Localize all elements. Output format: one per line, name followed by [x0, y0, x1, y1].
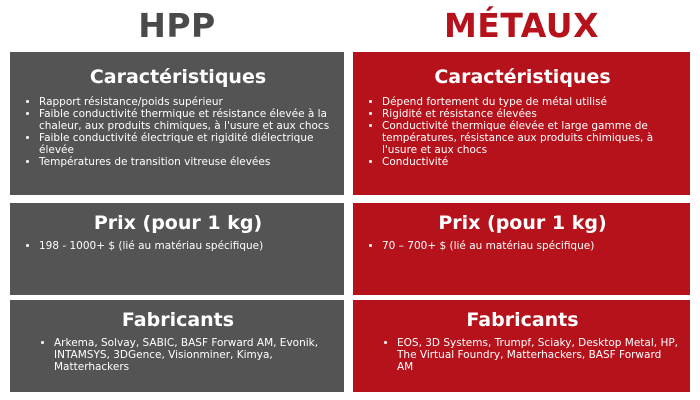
metaux-manufacturers-heading: Fabricants: [466, 309, 579, 331]
list-item: • 70 – 700+ $ (lié au matériau spécifique): [382, 240, 678, 252]
hpp-characteristics-list: [24, 96, 332, 168]
list-item: • EOS, 3D Systems, Trumpf, Sciaky, Desktop Metal, HP, The Virtual Foundry, Matterhackers, BASF Forward AM: [397, 337, 678, 373]
list-item: • 198 - 1000+ $ (lié au matériau spécifique): [39, 240, 332, 252]
metaux-manufacturers-list: [367, 337, 678, 373]
metaux-characteristics-heading: Caractéristiques: [434, 66, 611, 88]
hpp-price-heading: Prix (pour 1 kg): [93, 212, 263, 234]
hpp-manufacturers-heading: Fabricants: [121, 309, 235, 331]
metaux-characteristics-list: [367, 96, 678, 168]
metaux-price-list: [367, 240, 678, 252]
hpp-column-title: HPP: [138, 5, 216, 45]
hpp-manufacturers-list: [24, 337, 332, 373]
list-item: • Arkema, Solvay, SABIC, BASF Forward AM, Evonik, INTAMSYS, 3DGence, Visionminer, Kimya, Matterhackers: [54, 337, 332, 373]
metaux-column-title: MÉTAUX: [443, 5, 600, 45]
hpp-price-list: [24, 240, 332, 252]
list-item: • Faible conductivité électrique et rigidité diélectrique élevée: [39, 132, 332, 156]
metaux-price-box: [353, 203, 690, 295]
hpp-manufacturers-box: [10, 300, 344, 392]
list-item: • Conductivité thermique élevée et large gamme de températures, résistance aux produits chimiques, à l'usure et aux chocs: [382, 120, 678, 156]
list-item: • Faible conductivité thermique et résistance élevée à la chaleur, aux produits chimiques, à l'usure et aux chocs: [39, 108, 332, 132]
list-item: • Conductivité: [382, 156, 678, 168]
metaux-price-heading: Prix (pour 1 kg): [438, 212, 607, 234]
metaux-characteristics-box: [353, 52, 690, 195]
list-item: • Dépend fortement du type de métal utilisé: [382, 96, 678, 108]
list-item: • Rapport résistance/poids supérieur: [39, 96, 332, 108]
list-item: • Températures de transition vitreuse élevées: [39, 156, 332, 168]
hpp-characteristics-heading: Caractéristiques: [89, 66, 267, 88]
hpp-price-box: [10, 203, 344, 295]
metaux-manufacturers-box: [353, 300, 690, 392]
hpp-characteristics-box: [10, 52, 344, 195]
list-item: • Rigidité et résistance élevées: [382, 108, 678, 120]
